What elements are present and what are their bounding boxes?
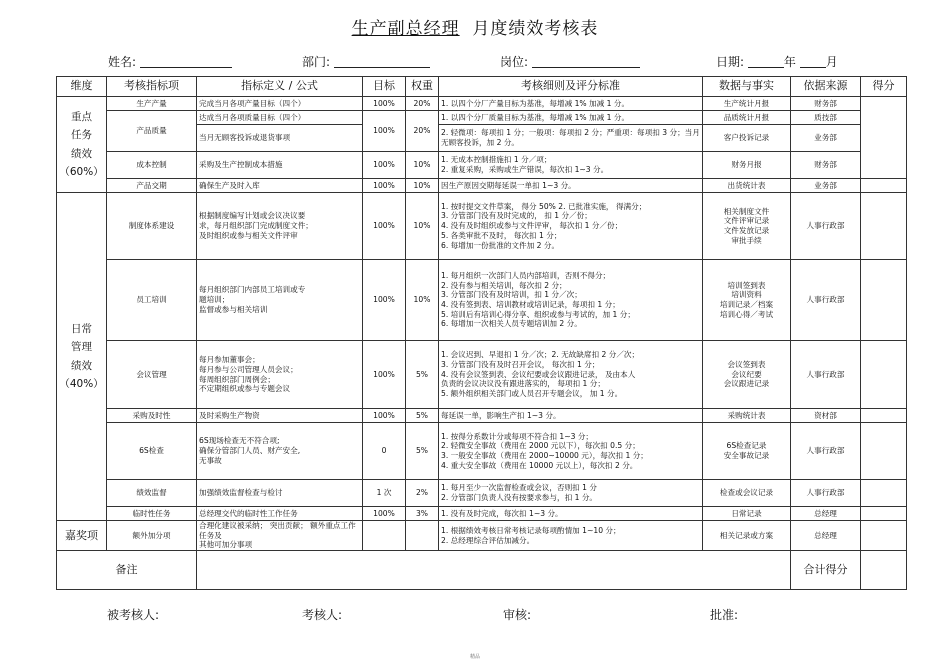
header-source: 依据来源	[791, 77, 861, 97]
post-blank[interactable]	[532, 55, 640, 68]
score-cell[interactable]	[861, 260, 907, 341]
weight-cell	[406, 521, 439, 551]
month-label: 月	[825, 55, 838, 69]
target-cell: 0	[363, 423, 406, 480]
remarks-row	[57, 551, 907, 590]
source-cell: 人事行政部	[791, 260, 861, 341]
criteria-cell: 因生产原因交期每延误一单扣 1~3 分。	[439, 179, 703, 193]
facts-cell: 会议签到表 会议纪要 会议跟进记录	[703, 341, 791, 409]
score-cell[interactable]	[861, 521, 907, 551]
table-row	[57, 111, 907, 125]
facts-cell: 客户投诉记录	[703, 125, 791, 152]
weight-cell: 3%	[406, 507, 439, 521]
date-label: 日期:	[716, 55, 745, 69]
header-criteria: 考核细则及评分标准	[439, 77, 703, 97]
form-title	[0, 14, 950, 39]
year-label: 年	[783, 55, 796, 69]
definition-cell: 确保生产及时入库	[197, 179, 363, 193]
score-cell[interactable]	[861, 179, 907, 193]
table-row	[57, 260, 907, 341]
source-cell: 人事行政部	[791, 480, 861, 507]
header-item: 考核指标项	[107, 77, 197, 97]
total-score-label: 合计得分	[791, 551, 861, 590]
weight-cell: 5%	[406, 423, 439, 480]
definition-cell: 总经理交代的临时性工作任务	[197, 507, 363, 521]
item-cell: 成本控制	[107, 152, 197, 179]
dept-field	[302, 53, 430, 70]
table-row	[57, 480, 907, 507]
criteria-cell: 1. 无成本控制措施扣 1 分／项； 2. 重复采购，采购或生产错误，每次扣 1~3 分。	[439, 152, 703, 179]
name-label: 姓名:	[108, 55, 137, 69]
target-cell: 100%	[363, 507, 406, 521]
weight-cell: 20%	[406, 111, 439, 152]
item-cell: 会议管理	[107, 341, 197, 409]
source-cell: 人事行政部	[791, 341, 861, 409]
score-cell[interactable]	[861, 97, 907, 179]
facts-cell: 相关记录或方案	[703, 521, 791, 551]
definition-cell: 采购及生产控制成本措施	[197, 152, 363, 179]
source-cell: 业务部	[791, 125, 861, 152]
source-cell: 财务部	[791, 152, 861, 179]
name-field	[108, 53, 232, 70]
header-facts: 数据与事实	[703, 77, 791, 97]
criteria-cell: 每延误一单，影响生产扣 1~3 分。	[439, 409, 703, 423]
score-cell[interactable]	[861, 341, 907, 409]
table-row	[57, 97, 907, 111]
page-footer: 精品	[469, 654, 480, 660]
definition-cell: 当月无顾客投诉或退货事项	[197, 125, 363, 152]
item-cell: 产品交期	[107, 179, 197, 193]
target-cell: 100%	[363, 179, 406, 193]
table-row	[57, 409, 907, 423]
source-cell: 总经理	[791, 521, 861, 551]
assessee-signature: 被考核人:	[107, 608, 160, 622]
definition-cell: 合理化建议被采纳； 突出贡献； 额外重点工作任务及 其他可加分事项	[197, 521, 363, 551]
criteria-cell: 1. 以四个分厂质量目标为基准，每增减 1% 加减 1 分。	[439, 111, 703, 125]
definition-cell: 每月参加董事会； 每月参与公司管理人员会议； 每周组织部门周例会； 不定期组织或参与专题会议	[197, 341, 363, 409]
score-cell[interactable]	[861, 507, 907, 521]
criteria-cell: 1. 根据绩效考核日常考核记录每项酌情加 1~10 分； 2. 总经理综合评估加减分。	[439, 521, 703, 551]
definition-cell: 加强绩效监督检查与检讨	[197, 480, 363, 507]
item-cell: 生产产量	[107, 97, 197, 111]
score-cell[interactable]	[861, 409, 907, 423]
table-row	[57, 193, 907, 260]
weight-cell: 10%	[406, 152, 439, 179]
definition-cell: 根据制度编写计划或会议决议要 求，每月组织部门完成制度文件； 及时组织或参与相关文件评审	[197, 193, 363, 260]
target-cell: 100%	[363, 97, 406, 111]
criteria-cell: 2. 轻微项：每项扣 1 分；一般项：每项扣 2 分；严重项：每项扣 3 分；当月无顾客投诉，加 2 分。	[439, 125, 703, 152]
definition-cell: 每月组织部门内部员工培训或专 题培训； 监督或参与相关培训	[197, 260, 363, 341]
facts-cell: 6S检查记录 安全事故记录	[703, 423, 791, 480]
target-cell: 100%	[363, 152, 406, 179]
month-blank[interactable]	[800, 55, 826, 68]
source-cell: 财务部	[791, 97, 861, 111]
weight-cell: 10%	[406, 193, 439, 260]
target-cell	[363, 521, 406, 551]
target-cell: 100%	[363, 341, 406, 409]
facts-cell: 相关制度文件 文件评审记录 文件发放记录 审批手续	[703, 193, 791, 260]
date-field	[716, 53, 838, 70]
header-target: 目标	[363, 77, 406, 97]
weight-cell: 5%	[406, 409, 439, 423]
target-cell: 100%	[363, 193, 406, 260]
remarks-field[interactable]	[197, 551, 791, 590]
item-cell: 6S检查	[107, 423, 197, 480]
facts-cell: 出货统计表	[703, 179, 791, 193]
item-cell: 额外加分项	[107, 521, 197, 551]
item-cell: 员工培训	[107, 260, 197, 341]
header-definition: 指标定义 / 公式	[197, 77, 363, 97]
criteria-cell: 1. 按时提交文件草案， 得分 50% 2. 已批准实施， 得满分； 3. 分管部门没有及时完成的， 扣 1 分／份； 4. 没有及时组织或参与文件评审， 每次扣 1 分／份； 5. 各类审批不及时， 每次扣 1 分； 6. 每增加一份批准的文件加 2 分。	[439, 193, 703, 260]
table-row	[57, 423, 907, 480]
score-cell[interactable]	[861, 193, 907, 260]
criteria-cell: 1. 会议迟到、早退扣 1 分／次；2. 无故缺席扣 2 分／次； 3. 分管部门没有及时召开会议， 每次扣 1 分； 4. 没有会议签到表、会议纪要或会议跟进记录， 及由本人 负责的会议决议没有跟进落实的， 每项扣 1 分； 5. 额外组织相关部门或人员召开专题会议， 加 1 分。	[439, 341, 703, 409]
post-label: 岗位:	[500, 55, 529, 69]
weight-cell: 2%	[406, 480, 439, 507]
name-blank[interactable]	[140, 55, 232, 68]
source-cell: 业务部	[791, 179, 861, 193]
facts-cell: 检查或会议记录	[703, 480, 791, 507]
facts-cell: 采购统计表	[703, 409, 791, 423]
title-suffix: 月度绩效考核表	[472, 19, 599, 39]
remarks-label: 备注	[57, 551, 197, 590]
dimension-daily-management: 日常 管理 绩效 （40%）	[57, 193, 107, 521]
facts-cell: 财务月报	[703, 152, 791, 179]
dept-label: 部门:	[302, 55, 331, 69]
weight-cell: 20%	[406, 97, 439, 111]
assessor-signature: 考核人:	[302, 608, 343, 622]
table-row	[57, 521, 907, 551]
weight-cell: 10%	[406, 179, 439, 193]
source-cell: 资材部	[791, 409, 861, 423]
score-cell[interactable]	[861, 480, 907, 507]
criteria-cell: 1. 没有及时完成，每次扣 1~3 分。	[439, 507, 703, 521]
post-field	[500, 53, 640, 70]
source-cell: 人事行政部	[791, 423, 861, 480]
header-weight: 权重	[406, 77, 439, 97]
criteria-cell: 1. 以四个分厂产量目标为基准，每增减 1% 加减 1 分。	[439, 97, 703, 111]
definition-cell: 6S现场检查无不符合项; 确保分管部门人员、财产安全, 无事故	[197, 423, 363, 480]
target-cell: 100%	[363, 409, 406, 423]
facts-cell: 培训签到表 培训资料 培训记录／档案 培训心得／考试	[703, 260, 791, 341]
definition-cell: 及时采购生产物资	[197, 409, 363, 423]
weight-cell: 5%	[406, 341, 439, 409]
item-cell: 绩效监督	[107, 480, 197, 507]
item-cell: 产品质量	[107, 111, 197, 152]
criteria-cell: 1. 按得分系数计分或每项不符合扣 1~3 分； 2. 轻微安全事故（费用在 2000 元以下），每次扣 0.5 分； 3. 一般安全事故（费用在 2000~10000 元），每次扣 1 分； 4. 重大安全事故（费用在 10000 元以上），每次扣 2 分。	[439, 423, 703, 480]
target-cell: 100%	[363, 111, 406, 152]
item-cell: 采购及时性	[107, 409, 197, 423]
source-cell: 总经理	[791, 507, 861, 521]
facts-cell: 日常记录	[703, 507, 791, 521]
dimension-key-tasks: 重点 任务 绩效 （60%）	[57, 97, 107, 193]
header-dimension: 维度	[57, 77, 107, 97]
assessment-table	[56, 76, 907, 590]
target-cell: 100%	[363, 260, 406, 341]
table-row	[57, 179, 907, 193]
target-cell: 1 次	[363, 480, 406, 507]
source-cell: 人事行政部	[791, 193, 861, 260]
title-position-blank: 生产副总经理	[351, 19, 460, 39]
header-score: 得分	[861, 77, 907, 97]
item-cell: 临时性任务	[107, 507, 197, 521]
dept-blank[interactable]	[334, 55, 430, 68]
year-blank[interactable]	[748, 55, 784, 68]
approver-signature: 批准:	[710, 608, 739, 622]
criteria-cell: 1. 每月至少一次监督检查或会议，否则扣 1 分 2. 分管部门负责人没有按要求参与，扣 1 分。	[439, 480, 703, 507]
weight-cell: 10%	[406, 260, 439, 341]
facts-cell: 品质统计月报	[703, 111, 791, 125]
reviewer-signature: 审核:	[503, 608, 532, 622]
source-cell: 质技部	[791, 111, 861, 125]
definition-cell: 完成当月各项产量目标（四个）	[197, 97, 363, 111]
dimension-bonus: 嘉奖项	[57, 521, 107, 551]
table-row	[57, 341, 907, 409]
facts-cell: 生产统计月报	[703, 97, 791, 111]
total-score-cell[interactable]	[861, 551, 907, 590]
table-row	[57, 507, 907, 521]
header-row	[57, 77, 907, 97]
definition-cell: 达成当月各项质量目标（四个）	[197, 111, 363, 125]
item-cell: 制度体系建设	[107, 193, 197, 260]
score-cell[interactable]	[861, 423, 907, 480]
table-row	[57, 152, 907, 179]
criteria-cell: 1. 每月组织一次部门人员内部培训，否则不得分； 2. 没有参与相关培训，每次扣 2 分； 3. 分管部门没有及时培训，扣 1 分／次； 4. 没有签到表、培训教材或培训记录，每项扣 1 分； 5. 培训后有培训心得分享、组织或参与考试的，加 1 分； 6. 每增加一次相关人员专题培训加 2 分。	[439, 260, 703, 341]
